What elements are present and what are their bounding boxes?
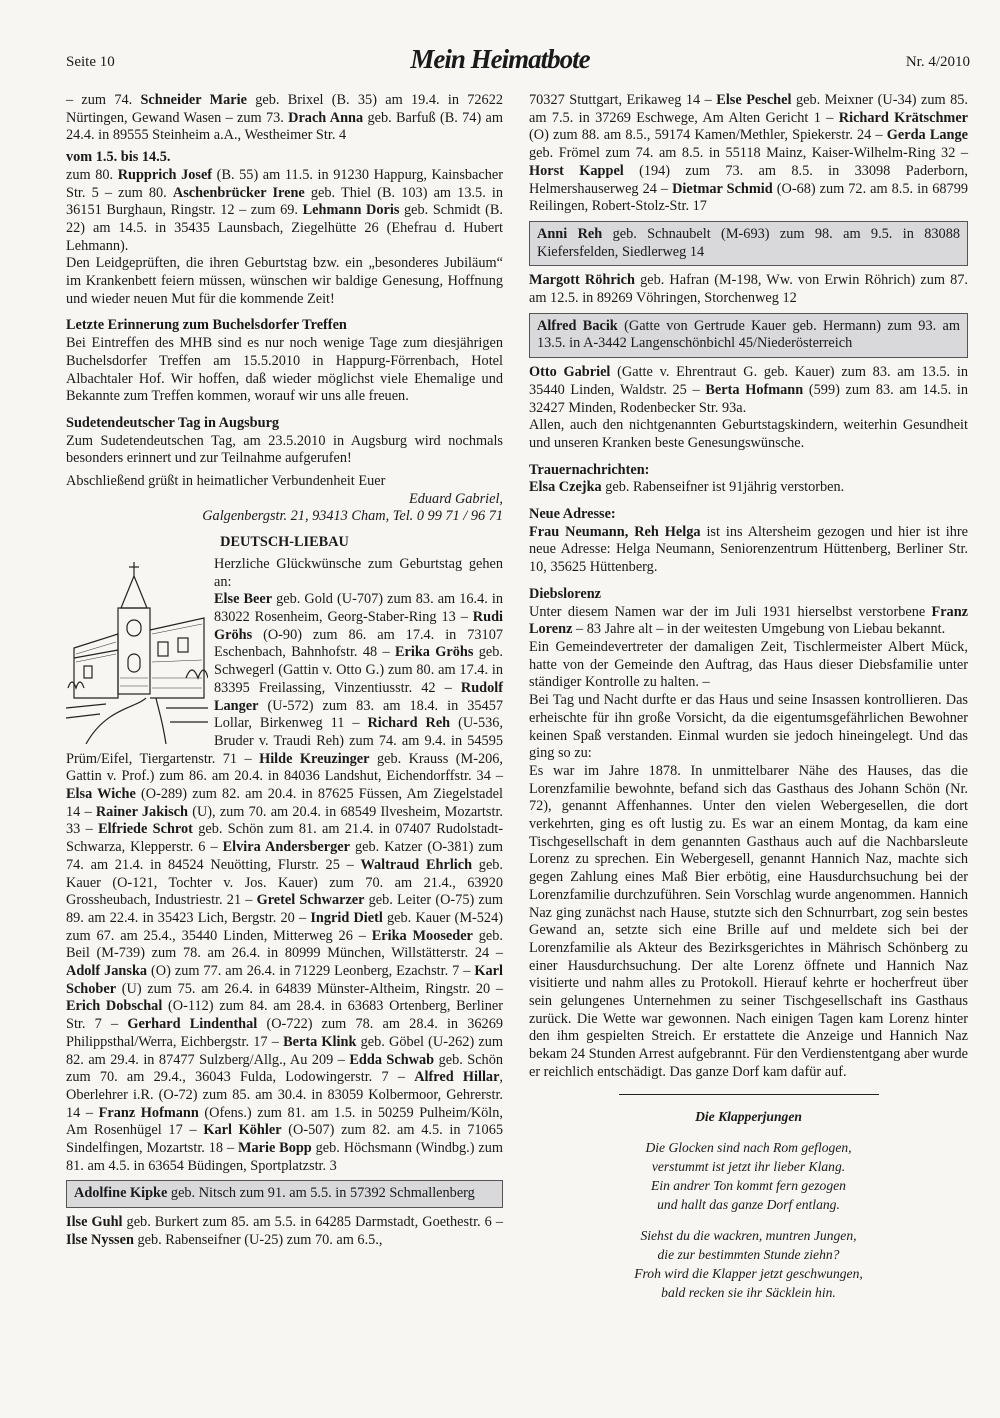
- divider: [619, 1094, 879, 1095]
- section-heading: Sudetendeutscher Tag in Augsburg: [66, 414, 280, 431]
- person-name: Schneider Marie: [140, 92, 247, 108]
- paragraph: Bei Tag und Nacht durfte er das Haus und seine Insassen kontrollieren. Das erheischte für ihn große Vorsicht, da die eigentumsgefährlichen Bewohner keinen Spaß verstanden. Einmal wurden sie jedoch hineingelegt. Und das ging so zu:: [529, 692, 968, 762]
- paragraph: [529, 364, 968, 417]
- paragraph: [529, 524, 968, 577]
- text-segment: (194) zum 73. am 8.5. in 33098 Paderborn, Helmershauserweg 24 –: [529, 162, 968, 197]
- paragraph: Zum Sudetendeutschen Tag, am 23.5.2010 in Augsburg wird nochmals besonders erinnert und zur Teilnahme aufgerufen!: [66, 432, 503, 467]
- paragraph: Bei Eintreffen des MHB sind es nur noch wenige Tage zum diesjährigen Buchelsdorfer Treffen am 15.5.2010 in Happurg-Förrenbach, Hotel Albachtaler Hof. Wir hoffen, daß wieder möglichst viele Ehemalige und Bekannte zum Treffen kommen, worauf wir uns alle freuen.: [66, 335, 503, 405]
- text-segment: ist ins Altersheim gezogen und hier ist ihre neue Adresse: Helga Neumann, Seniorenzentrum Hüttenberg, Berliner Str. 10, 35625 Hüttenberg.: [529, 523, 968, 576]
- person-name: Erich Dobschal: [66, 998, 163, 1015]
- person-name: Elfriede Schrot: [98, 821, 193, 838]
- section-heading: Letzte Erinnerung zum Buchelsdorfer Treffen: [66, 317, 347, 334]
- poem-stanza: [529, 1226, 968, 1302]
- text-segment: geb. Schön zum 81. am 21.4. in 07407 Rudolstadt-Schwarza, Klepperstr. 6 –: [66, 821, 503, 856]
- text-segment: geb. Krauss (M-206, Gattin v. Prof.) zum 86. am 20.4. in 84036 Landshut, Eichendorffstr. 34 –: [66, 750, 503, 785]
- text-segment: (U-572) zum 83. am 18.4. in 35457 Lollar, Birkenweg 11 –: [214, 697, 503, 732]
- text-segment: geb. Beil (M-739) zum 78. am 26.4. in 80999 München, Willstätterstr. 24 –: [66, 927, 503, 962]
- paragraph: Ein Gemeindevertreter der damaligen Zeit, Tischlermeister Albert Mück, hatte von der Gemeinde den Auftrag, das Haus dieser Diebsfamilie unter ständiger Kontrolle zu halten. –: [529, 638, 968, 691]
- person-name: Karl Schober: [66, 963, 503, 997]
- section-heading: Trauernachrichten:: [529, 461, 650, 478]
- person-name: Franz Lorenz: [529, 603, 968, 638]
- text-segment: geb. Schmidt (B. 22) am 14.5. in 35435 Launsbach, Ziegelhütte 26 (Ehefrau d. Hubert Lehmann).: [66, 202, 503, 254]
- person-name: Frau Neumann, Reh Helga: [529, 523, 701, 540]
- text-segment: geb. Höchsmann (Windbg.) zum 81. am 4.5. in 63654 Büdingen, Sportplatzstr. 3: [66, 1140, 504, 1174]
- text-segment: geb. Schwegerl (Gattin v. Otto G.) zum 80. am 17.4. in 83395 Freilassing, Vinzentiusstr. 42 –: [214, 644, 503, 696]
- poem-line: bald recken sie ihr Säcklein hin.: [661, 1284, 836, 1300]
- person-name: Edda Schwab: [349, 1051, 435, 1068]
- text-segment: (U) zum 75. am 26.4. in 64839 Münster-Altheim, Ringstr. 20 –: [116, 980, 503, 997]
- person-name: Alfred Hillar: [414, 1069, 500, 1086]
- person-name: Berta Hofmann: [705, 381, 804, 398]
- person-name: Waltraud Ehrlich: [360, 856, 473, 873]
- text-segment: – zum 74.: [66, 92, 141, 108]
- page-header: [0, 46, 1000, 86]
- text-segment: geb. Schön zum 70. am 29.4., 36043 Fulda, Lodowingerstr. 7 –: [66, 1051, 504, 1086]
- section-heading: vom 1.5. bis 14.5.: [66, 149, 171, 166]
- poem-line: verstummt ist jetzt ihr lieber Klang.: [651, 1158, 846, 1174]
- church-illustration: [66, 558, 208, 744]
- person-name: Aschenbrücker Irene: [172, 184, 305, 201]
- highlight-box: [529, 313, 968, 358]
- text-segment: geb. Kauer (M-524) zum 67. am 25.4., 35440 Linden, Mitterweg 26 –: [66, 909, 503, 944]
- person-name: Anni Reh: [537, 225, 603, 242]
- person-name: Else Peschel: [716, 92, 792, 108]
- text-segment: geb. Hafran (M-198, Ww. von Erwin Röhrich) zum 87. am 12.5. in 89269 Vöhringen, Storchenweg 12: [529, 272, 969, 307]
- person-name: Berta Klink: [283, 1033, 357, 1050]
- poem: [529, 1094, 968, 1302]
- person-name: Gerhard Lindenthal: [127, 1016, 258, 1033]
- person-name: Erika Gröhs: [394, 644, 474, 661]
- person-name: Lehmann Doris: [302, 202, 400, 219]
- person-name: Rudi Gröhs: [214, 608, 503, 643]
- person-name: Gerda Lange: [886, 127, 968, 144]
- text-segment: geb. Katzer (O-381) zum 74. am 21.4. in 84524 Neuötting, Flurstr. 25 –: [66, 839, 504, 873]
- left-column: [66, 92, 503, 1250]
- text-segment: geb. Frömel zum 74. am 8.5. in 55118 Mainz, Kaiser-Wilhelm-Ring 32 –: [529, 145, 968, 162]
- person-name: Rudolf Langer: [214, 679, 503, 714]
- text-segment: geb. Rabenseifner (U-25) zum 70. am 6.5.,: [133, 1231, 383, 1248]
- text-segment: geb. Nitsch zum 91. am 5.5. in 57392 Schmallenberg: [167, 1185, 475, 1202]
- text-segment: , Oberlehrer i.R. (O-72) zum 85. am 30.4. in 83059 Kolbermoor, Gehrerstr. 14 –: [66, 1069, 503, 1121]
- paragraph: Herzliche Glückwünsche zum Geburtstag gehen an:: [214, 555, 503, 590]
- poem-line: Ein andrer Ton kommt fern gezogen: [651, 1177, 846, 1193]
- text-segment: (O) zum 77. am 26.4. in 71229 Leonberg, Ezachstr. 7 –: [147, 963, 475, 980]
- paragraph: [529, 272, 968, 307]
- text-segment: (O-507) zum 82. am 4.5. in 71065 Sindelfingen, Mozartstr. 18 –: [66, 1122, 504, 1157]
- text-segment: (O-90) zum 86. am 17.4. in 73107 Eschenbach, Bahnhofstr. 48 –: [214, 626, 503, 661]
- page-number: Seite 10: [66, 54, 115, 70]
- person-name: Adolfine Kipke: [74, 1185, 168, 1202]
- text-segment: (O-289) zum 82. am 20.4. in 87625 Füssen, Am Ziegelstadel 14 –: [66, 786, 503, 820]
- person-name: Else Beer: [214, 591, 273, 608]
- person-name: Marie Bopp: [237, 1140, 312, 1157]
- text-segment: (Ofens.) zum 81. am 1.5. in 50259 Pulheim/Köln, Am Rosenhügel 17 –: [66, 1104, 504, 1139]
- paragraph: Abschließend grüßt in heimatlicher Verbundenheit Euer: [66, 473, 386, 490]
- text-segment: geb. Schnaubelt (M-693) zum 98. am 9.5. in 83088 Kiefersfelden, Siedlerweg 14: [537, 225, 960, 260]
- paragraph: [66, 92, 503, 145]
- person-name: Ilse Guhl: [66, 1214, 123, 1231]
- text-segment: (O-68) zum 72. am 8.5. in 68799 Reilingen, Robert-Stolz-Str. 17: [529, 180, 968, 215]
- paragraph: [66, 1214, 503, 1249]
- right-column: [529, 92, 968, 1302]
- person-name: Drach Anna: [288, 109, 364, 126]
- person-name: Hilde Kreuzinger: [259, 750, 370, 767]
- text-segment: (Gatte von Gertrude Kauer geb. Hermann) zum 93. am 13.5. in A-3442 Langenschönbichl 45/Niederösterreich: [537, 317, 960, 352]
- text-segment: geb. Barfuß (B. 74) am 24.4. in 89555 Steinheim a.A., Westheimer Str. 4: [66, 109, 503, 144]
- paragraph: [529, 604, 968, 639]
- text-segment: (599) zum 83. am 14.5. in 32427 Minden, Rodenbecker Str. 93a.: [529, 381, 968, 416]
- section-heading-deutsch-liebau: DEUTSCH-LIEBAU: [220, 534, 349, 551]
- person-name: Adolf Janska: [66, 963, 148, 980]
- text-segment: (O) zum 88. am 8.5., 59174 Kamen/Methler, Spiekerstr. 24 –: [529, 127, 887, 144]
- text-segment: geb. Burkert zum 85. am 5.5. in 64285 Darmstadt, Goethestr. 6 –: [122, 1214, 504, 1231]
- person-name: Erika Mooseder: [371, 927, 473, 944]
- paragraph: [529, 92, 968, 216]
- text-segment: (Gatte v. Ehrentraut G. geb. Kauer) zum 83. am 13.5. in 35440 Linden, Waldstr. 25 –: [529, 364, 968, 398]
- text-segment: (O-112) zum 84. am 28.4. in 63683 Ortenberg, Berliner Str. 7 –: [66, 998, 503, 1033]
- person-name: Rainer Jakisch: [95, 803, 188, 820]
- masthead-logo: Mein Heimatbote: [410, 44, 590, 74]
- person-name: Elvira Andersberger: [222, 839, 350, 856]
- text-segment: geb. Kauer (O-121, Tochter v. Jos. Kauer) zum 70. am 21.4., 63920 Grossheubach, Industriestr. 21 –: [66, 856, 504, 909]
- signature-address: Galgenbergstr. 21, 93413 Cham, Tel. 0 99 71 / 96 71: [202, 508, 503, 525]
- signature-name: Eduard Gabriel,: [409, 490, 503, 507]
- paragraph: [529, 479, 968, 497]
- text-segment: geb. Thiel (B. 103) am 13.5. in 36151 Burghaun, Ringstr. 12 – zum 69.: [66, 184, 504, 219]
- text-segment: (U), zum 70. am 20.4. in 68549 Ilvesheim, Mozartstr. 33 –: [66, 803, 503, 838]
- person-name: Elsa Wiche: [66, 786, 136, 803]
- person-name: Rupprich Josef: [117, 166, 213, 183]
- person-name: Gretel Schwarzer: [256, 892, 365, 909]
- poem-line: Froh wird die Klapper jetzt geschwungen,: [634, 1265, 863, 1281]
- person-name: Dietmar Schmid: [672, 180, 773, 197]
- paragraph: [66, 167, 503, 256]
- section-heading: Neue Adresse:: [529, 506, 616, 523]
- poem-line: die zur bestimmten Stunde ziehn?: [657, 1246, 840, 1262]
- highlight-box: [529, 221, 968, 266]
- text-segment: geb. Gold (U-707) zum 83. am 16.4. in 83022 Rosenheim, Georg-Staber-Ring 13 –: [214, 591, 503, 625]
- person-name: Ilse Nyssen: [66, 1231, 134, 1248]
- person-name: Horst Kappel: [529, 162, 624, 179]
- text-segment: (B. 55) am 11.5. in 91230 Happurg, Kainsbacher Str. 5 – zum 80.: [66, 166, 503, 201]
- issue-number: Nr. 4/2010: [905, 54, 970, 70]
- text-segment: 70327 Stuttgart, Erikaweg 14 –: [529, 92, 717, 108]
- poem-line: Die Glocken sind nach Rom geflogen,: [645, 1139, 852, 1155]
- person-name: Alfred Bacik: [537, 317, 618, 334]
- text-segment: geb. Brixel (B. 35) am 19.4. in 72622 Nürtingen, Gewand Wasen – zum 73.: [66, 92, 503, 126]
- poem-title: Die Klapperjungen: [695, 1108, 802, 1124]
- text-segment: geb. Leiter (O-75) zum 89. am 22.4. in 35423 Lich, Bergstr. 20 –: [66, 892, 504, 926]
- text-segment: geb. Meixner (U-34) zum 85. am 7.5. in 37269 Eschwege, Am Alten Gericht 1 –: [529, 92, 969, 126]
- person-name: Otto Gabriel: [529, 364, 611, 381]
- text-segment: – 83 Jahre alt – in der weitesten Umgebung von Liebau bekannt.: [572, 621, 946, 638]
- poem-stanza: [529, 1138, 968, 1214]
- poem-line: und hallt das ganze Dorf entlang.: [657, 1196, 840, 1212]
- highlight-box: [66, 1180, 503, 1208]
- text-segment: (U-536, Bruder v. Traudi Reh) zum 74. am 9.4. in 54595 Prüm/Eifel, Tiergartenstr. 71 –: [66, 715, 503, 767]
- person-name: Franz Hofmann: [98, 1104, 199, 1121]
- section-heading: Diebslorenz: [529, 585, 602, 602]
- paragraph: Allen, auch den nichtgenannten Geburtstagskindern, weiterhin Gesundheit und unseren Kranken beste Genesungswünsche.: [529, 417, 968, 451]
- paragraph: Den Leidgeprüften, die ihren Geburtstag bzw. ein „besonderes Jubiläum“ im Krankenbett feiern müssen, wünschen wir baldige Genesung, Hoffnung und wieder neuen Mut für die kommende Zeit!: [66, 255, 503, 307]
- person-name: Elsa Czejka: [529, 479, 602, 496]
- person-name: Karl Köhler: [203, 1122, 282, 1139]
- poem-line: Siehst du die wackren, muntren Jungen,: [640, 1227, 857, 1243]
- text-segment: Unter diesem Namen war der im Juli 1931 hierselbst verstorbene: [529, 603, 932, 620]
- text-segment: geb. Rabenseifner ist 91jährig verstorben.: [601, 479, 845, 496]
- text-segment: geb. Göbel (U-262) zum 82. am 29.4. in 87477 Sulzberg/Allg., Au 209 –: [66, 1033, 504, 1068]
- person-name: Richard Reh: [367, 715, 451, 732]
- text-segment: (O-722) zum 78. am 28.4. in 36269 Philippsthal/Werra, Eichbergstr. 17 –: [66, 1016, 504, 1050]
- person-name: Ingrid Dietl: [310, 909, 383, 926]
- person-name: Richard Krätschmer: [838, 109, 969, 126]
- person-name: Margott Röhrich: [529, 272, 635, 289]
- text-segment: zum 80.: [66, 166, 118, 183]
- paragraph: Es war im Jahre 1878. In unmittelbarer Nähe des Hauses, das die Lorenzfamilie bewohnte, befand sich das Gasthaus des Johann Schön (Nr. 72), genannt Affenhannes. Unter den vielen Webergesellen, die dort verkehrten, ging es oft lustig zu. Es war an einem Montag, da kam eine Tischgesellschaft in dem genannten Gasthaus auch auf die Nachbarsleute Lorenz zu sprechen. Ein Webergesell, genannt Hannich Naz, machte sich gegen Zahlung eines Maß Bier erbötig, eine Hausdurchsuchung bei der Lorenzfamilie durchzuführen. Sein Vorschlag wurde angenommen. Hannich Naz ging zunächst nach Hause, stutzte sich den Schnurrbart, zog sein bestes Gewand an, setzte sich eine Brille auf und meldete sich bei der Lorenzfamilie als Akteur des Bezirksgerichtes in Mährisch Schönberg zu einer Hausdurchsuchung. Der alte Lorenz öffnete und Hannich Naz visitierte und nahm alles zu Protokoll. Hierauf kehrte er hocherfreut über sein gelungenes Unternehmen zu seiner Tischgesellschaft ins Gasthaus zurück. Die Wette war gewonnen. Nach einigen Tagen kam Lorenz hinter den ihm gespielten Streich. Er erstattete die Anzeige und Hannich Naz bekam 24 Stunden Arrest aufgebrannt. Für den Verdienstentgang aber wurde er reichlich entschädigt. Das ganze Dorf kam dafür auf.: [529, 762, 968, 1080]
